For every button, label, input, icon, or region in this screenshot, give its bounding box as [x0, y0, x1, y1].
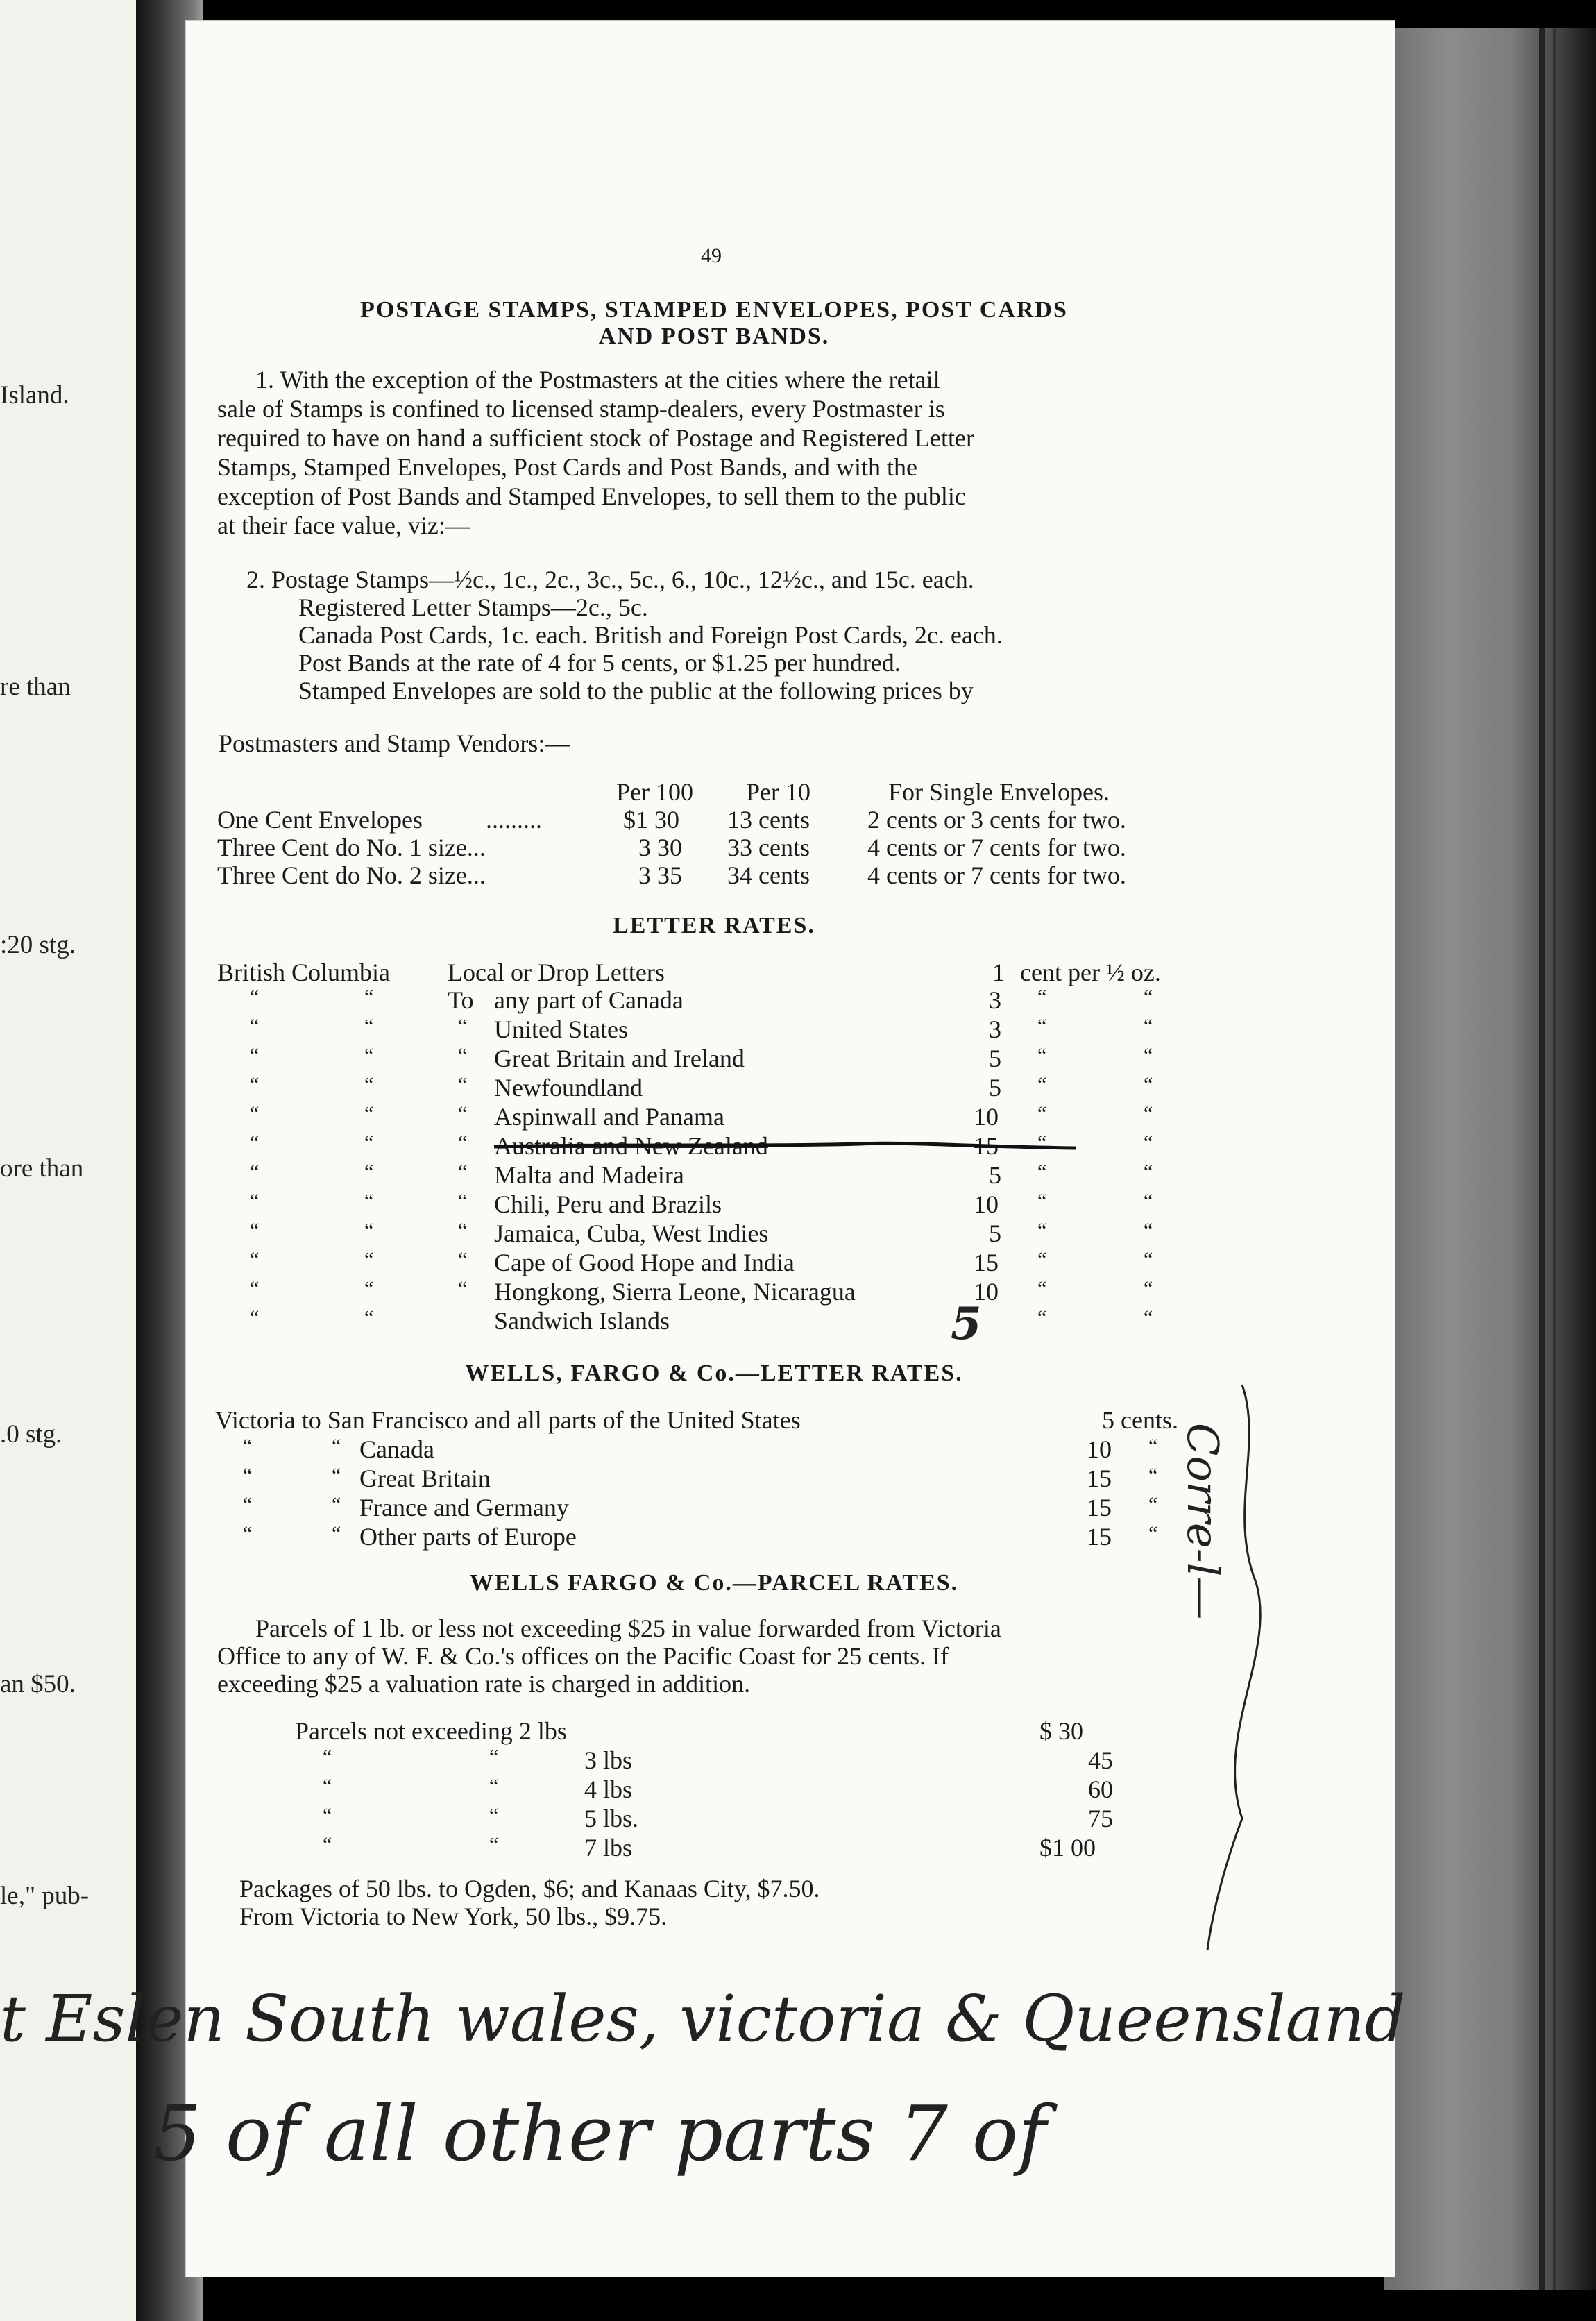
col-header-single: For Single Envelopes.	[888, 778, 1110, 806]
letter-rate-value: 15	[974, 1249, 999, 1276]
parcel-price: 60	[1088, 1775, 1113, 1803]
ditto-mark: “	[243, 1493, 253, 1516]
ditto-mark: “	[1037, 1073, 1047, 1096]
ditto-mark: “	[1037, 1015, 1047, 1038]
para1-line: at their face value, viz:—	[217, 512, 470, 539]
wf-letter-label: Great Britain	[359, 1465, 491, 1492]
ditto-mark: “	[1144, 1160, 1153, 1183]
ditto-mark: “	[1037, 1160, 1047, 1183]
parcel-intro-line: exceeding $25 a valuation rate is charged in addition.	[217, 1670, 751, 1698]
parcel-label: Parcels not exceeding 2 lbs	[295, 1717, 567, 1745]
parcel-intro-line: Office to any of W. F. & Co.'s offices on the Pacific Coast for 25 cents. If	[217, 1642, 949, 1670]
envelope-row-per10: 33 cents	[727, 834, 810, 861]
ditto-mark: “	[250, 1073, 260, 1096]
letter-rate-label: Great Britain and Ireland	[494, 1045, 745, 1072]
letter-rate-label: Chili, Peru and Brazils	[494, 1190, 722, 1218]
ditto-mark: “	[250, 1190, 260, 1213]
ditto-mark: “	[243, 1522, 253, 1545]
ditto-mark: “	[1037, 1219, 1047, 1242]
ditto-mark: “	[364, 1073, 374, 1096]
heading-line-1: POSTAGE STAMPS, STAMPED ENVELOPES, POST CARDS	[360, 297, 1068, 323]
letter-rate-prefix: British Columbia	[217, 959, 391, 986]
para1-line: 1. With the exception of the Postmasters at the cities where the retail	[255, 366, 940, 394]
ditto-mark: “	[323, 1746, 332, 1769]
ditto-mark: “	[1037, 1306, 1047, 1329]
letter-rate-value: 10	[974, 1278, 999, 1306]
ditto-mark: “	[1144, 1219, 1153, 1242]
para2-line: Stamped Envelopes are sold to the public at the following prices by	[298, 677, 974, 704]
handwritten-margin-note: Corre-l—	[1178, 1423, 1228, 1620]
parcel-price: 75	[1088, 1805, 1113, 1832]
ditto-mark: “	[250, 1219, 260, 1242]
ditto-mark: “	[332, 1464, 341, 1487]
ditto-mark: “	[458, 1044, 468, 1067]
ditto-mark: “	[1037, 1248, 1047, 1271]
postmasters-line: Postmasters and Stamp Vendors:—	[219, 729, 570, 757]
handwritten-rate: 5	[951, 1298, 982, 1350]
ditto-mark: “	[458, 1015, 468, 1038]
ditto-mark: “	[323, 1775, 332, 1798]
ditto-mark: “	[489, 1833, 499, 1856]
ditto-mark: “	[323, 1833, 332, 1856]
ditto-mark: “	[364, 1160, 374, 1183]
letter-rate-to: To	[448, 986, 474, 1014]
envelope-row-per10: 13 cents	[727, 806, 810, 834]
ditto-mark: “	[332, 1522, 341, 1545]
letter-rate-value: 5	[989, 1219, 1001, 1247]
wf-letter-rate: 15	[1087, 1465, 1112, 1492]
ditto-mark: “	[1037, 1277, 1047, 1300]
envelope-row-single: 2 cents or 3 cents for two.	[867, 806, 1126, 834]
ditto-mark: “	[1144, 1277, 1153, 1300]
ditto-mark: “	[458, 1219, 468, 1242]
envelope-row-per100: 3 30	[638, 834, 682, 861]
wf-letter-title: WELLS, FARGO & Co.—LETTER RATES.	[465, 1360, 963, 1386]
ditto-mark: “	[489, 1746, 499, 1769]
ditto-mark: “	[364, 1044, 374, 1067]
wf-letter-label: Victoria to San Francisco and all parts of the United States	[215, 1406, 801, 1434]
para1-line: required to have on hand a sufficient stock of Postage and Registered Letter	[217, 424, 974, 452]
facing-page-fragment: ore than	[0, 1154, 84, 1183]
envelope-row-single: 4 cents or 7 cents for two.	[867, 861, 1126, 889]
envelope-row-per100: $1 30	[623, 806, 679, 834]
parcel-price: 45	[1088, 1746, 1113, 1774]
ditto-mark: “	[323, 1804, 332, 1827]
para1-line: Stamps, Stamped Envelopes, Post Cards and Post Bands, and with the	[217, 453, 917, 481]
ditto-mark: “	[458, 1190, 468, 1213]
ditto-mark: “	[1144, 1015, 1153, 1038]
letter-rate-label: Sandwich Islands	[494, 1307, 670, 1335]
ditto-mark: “	[250, 1044, 260, 1067]
wf-letter-rate: 10	[1087, 1435, 1112, 1463]
letter-rate-value: 15	[974, 1132, 999, 1160]
letter-rate-label: Cape of Good Hope and India	[494, 1249, 795, 1276]
ditto-mark: “	[332, 1493, 341, 1516]
facing-page-fragment: an $50.	[0, 1670, 76, 1698]
ditto-mark: “	[1148, 1435, 1158, 1458]
ditto-mark: “	[1144, 1190, 1153, 1213]
para2-line: Post Bands at the rate of 4 for 5 cents, or $1.25 per hundred.	[298, 649, 901, 677]
letter-rate-value: 3	[989, 1015, 1001, 1043]
letter-rate-value: 1	[992, 959, 1005, 986]
ditto-mark: “	[1144, 1248, 1153, 1271]
ditto-mark: “	[364, 1102, 374, 1125]
ditto-mark: “	[1144, 1131, 1153, 1154]
facing-page-fragment: :20 stg.	[0, 931, 76, 959]
ditto-mark: “	[458, 1277, 468, 1300]
letter-rate-unit: cent per ½ oz.	[1020, 959, 1161, 986]
ditto-mark: “	[458, 1102, 468, 1125]
ditto-mark: “	[250, 1015, 260, 1038]
parcel-footer-line: From Victoria to New York, 50 lbs., $9.75.	[239, 1902, 668, 1930]
ditto-mark: “	[364, 1219, 374, 1242]
ditto-mark: “	[1144, 1306, 1153, 1329]
ditto-mark: “	[364, 1190, 374, 1213]
ditto-mark: “	[1037, 986, 1047, 1008]
ditto-mark: “	[250, 1277, 260, 1300]
handwritten-line: t Eslen South wales, victoria & Queensland	[0, 1982, 1406, 2056]
letter-rate-label: Malta and Madeira	[494, 1161, 684, 1189]
facing-page-fragment: .0 stg.	[0, 1420, 62, 1449]
ditto-mark: “	[1148, 1464, 1158, 1487]
ditto-mark: “	[250, 986, 260, 1008]
ditto-mark: “	[243, 1435, 253, 1458]
ditto-mark: “	[250, 1248, 260, 1271]
letter-rate-value: 5	[989, 1045, 1001, 1072]
parcel-price: $1 00	[1039, 1834, 1096, 1862]
envelope-row-dots: .........	[486, 806, 542, 834]
letter-rate-label: Hongkong, Sierra Leone, Nicaragua	[494, 1278, 856, 1306]
ditto-mark: “	[364, 986, 374, 1008]
facing-page-fragment: le," pub-	[0, 1882, 90, 1910]
letter-rate-label: United States	[494, 1015, 628, 1043]
wf-letter-rate: 15	[1087, 1523, 1112, 1551]
envelope-row-label: Three Cent do No. 2 size...	[217, 861, 486, 889]
ditto-mark: “	[1144, 1073, 1153, 1096]
ditto-mark: “	[364, 1015, 374, 1038]
envelope-row-single: 4 cents or 7 cents for two.	[867, 834, 1126, 861]
ditto-mark: “	[1037, 1044, 1047, 1067]
ditto-mark: “	[364, 1131, 374, 1154]
ditto-mark: “	[364, 1306, 374, 1329]
ditto-mark: “	[1037, 1102, 1047, 1125]
letter-rates-title: LETTER RATES.	[613, 913, 815, 938]
ditto-mark: “	[243, 1464, 253, 1487]
parcel-label: 7 lbs	[584, 1834, 633, 1862]
wf-letter-label: Other parts of Europe	[359, 1523, 577, 1551]
ditto-mark: “	[458, 1073, 468, 1096]
letter-rate-value: 10	[974, 1190, 999, 1218]
col-header-per100: Per 100	[616, 778, 693, 806]
letter-rate-value: 3	[989, 986, 1001, 1014]
para1-line: exception of Post Bands and Stamped Envelopes, to sell them to the public	[217, 482, 966, 510]
letter-rate-label: Australia and New Zealand	[494, 1132, 768, 1160]
letter-rate-label: Newfoundland	[494, 1074, 643, 1102]
para2-line: Canada Post Cards, 1c. each. British and Foreign Post Cards, 2c. each.	[298, 621, 1003, 649]
para2-line: 2. Postage Stamps—½c., 1c., 2c., 3c., 5c., 6., 10c., 12½c., and 15c. each.	[246, 566, 974, 593]
wf-letter-label: Canada	[359, 1435, 434, 1463]
parcel-intro-line: Parcels of 1 lb. or less not exceeding $25 in value forwarded from Victoria	[255, 1614, 1001, 1642]
envelope-row-label: One Cent Envelopes	[217, 806, 423, 834]
ditto-mark: “	[1148, 1522, 1158, 1545]
handwritten-line: 5 of all other parts 7 of	[153, 2089, 1046, 2178]
ditto-mark: “	[1037, 1190, 1047, 1213]
para1-line: sale of Stamps is confined to licensed stamp-dealers, every Postmaster is	[217, 395, 945, 423]
parcel-footer-line: Packages of 50 lbs. to Ogden, $6; and Kanaas City, $7.50.	[239, 1875, 820, 1902]
ditto-mark: “	[489, 1775, 499, 1798]
letter-rate-label: any part of Canada	[494, 986, 684, 1014]
parcel-label: 4 lbs	[584, 1775, 633, 1803]
wf-letter-rate: 15	[1087, 1494, 1112, 1521]
ditto-mark: “	[250, 1160, 260, 1183]
heading-line-2: AND POST BANDS.	[598, 323, 830, 349]
ditto-mark: “	[332, 1435, 341, 1458]
envelope-row-per100: 3 35	[638, 861, 682, 889]
ditto-mark: “	[458, 1160, 468, 1183]
envelope-row-label: Three Cent do No. 1 size...	[217, 834, 486, 861]
ditto-mark: “	[364, 1277, 374, 1300]
strikethrough-mark	[494, 1143, 1076, 1148]
ditto-mark: “	[1148, 1493, 1158, 1516]
facing-page-fragment: Island.	[0, 381, 69, 410]
letter-rate-value: 5	[989, 1161, 1001, 1189]
letter-rate-label: Aspinwall and Panama	[494, 1103, 724, 1131]
envelope-row-per10: 34 cents	[727, 861, 810, 889]
letter-rate-label: Jamaica, Cuba, West Indies	[494, 1219, 769, 1247]
ditto-mark: “	[1037, 1131, 1047, 1154]
para2-line: Registered Letter Stamps—2c., 5c.	[298, 593, 648, 621]
letter-rate-value: 10	[974, 1103, 999, 1131]
ditto-mark: “	[458, 1131, 468, 1154]
parcel-price: $ 30	[1039, 1717, 1083, 1745]
page-number: 49	[701, 244, 722, 267]
letter-rate-value: 5	[989, 1074, 1001, 1102]
letter-rate-label: Local or Drop Letters	[448, 959, 665, 986]
ditto-mark: “	[364, 1248, 374, 1271]
wf-letter-rate: 5 cents.	[1102, 1406, 1178, 1434]
ditto-mark: “	[1144, 986, 1153, 1008]
ditto-mark: “	[489, 1804, 499, 1827]
ditto-mark: “	[250, 1102, 260, 1125]
ditto-mark: “	[250, 1131, 260, 1154]
wf-letter-label: France and Germany	[359, 1494, 569, 1521]
facing-page-fragment: re than	[0, 673, 71, 701]
parcel-label: 5 lbs.	[584, 1805, 639, 1832]
ditto-mark: “	[1144, 1102, 1153, 1125]
ditto-mark: “	[250, 1306, 260, 1329]
parcel-label: 3 lbs	[584, 1746, 633, 1774]
ditto-mark: “	[458, 1248, 468, 1271]
ditto-mark: “	[1144, 1044, 1153, 1067]
wf-parcel-title: WELLS FARGO & Co.—PARCEL RATES.	[469, 1570, 959, 1596]
col-header-per10: Per 10	[746, 778, 810, 806]
